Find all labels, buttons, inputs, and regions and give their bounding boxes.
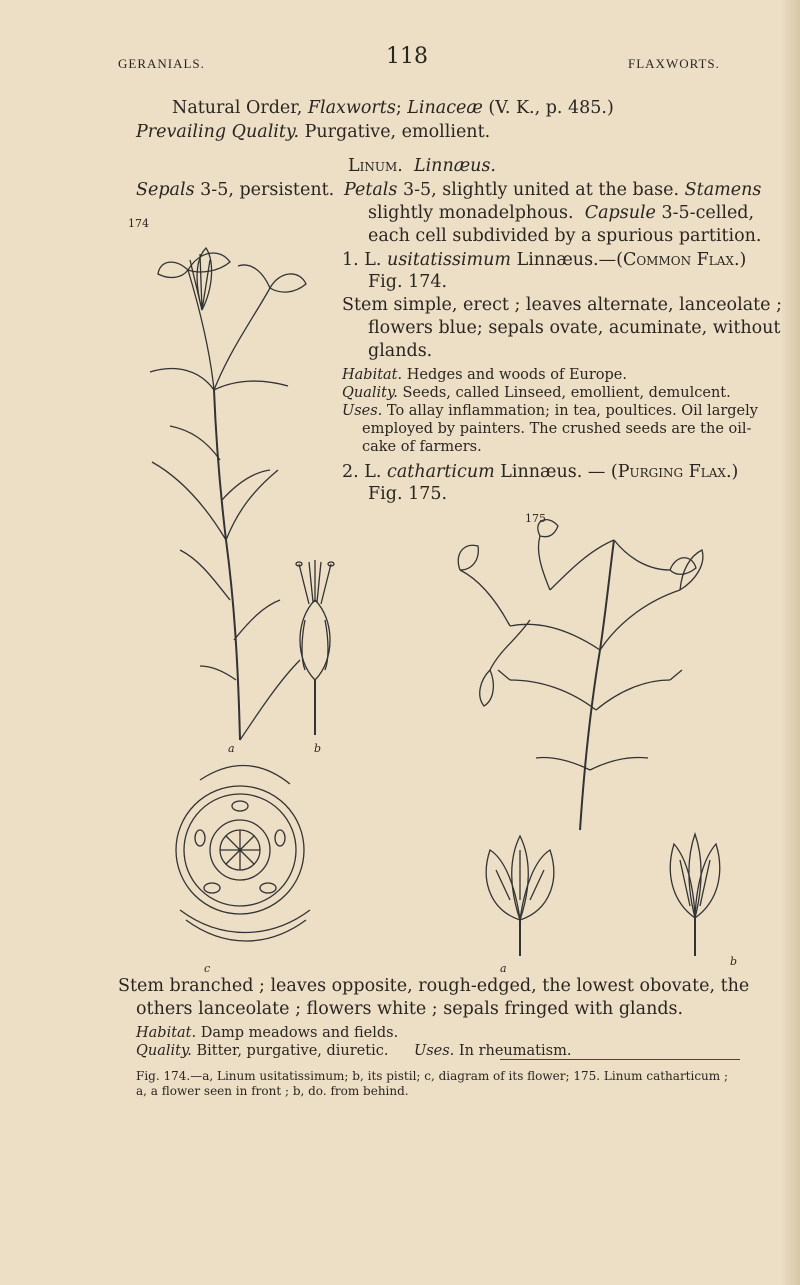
species1-desc3: glands. <box>368 341 433 361</box>
species1-title <box>342 250 746 271</box>
running-header-left: GERANIALS. <box>118 56 205 71</box>
species2-name: catharticum <box>387 462 495 482</box>
species2-authority: Linnæus. — ( <box>500 462 618 482</box>
fig174-number: 174 <box>128 217 149 230</box>
quality-label-2: Quality. <box>136 1043 192 1059</box>
species1-desc2: flowers blue; sepals ovate, acuminate, without <box>368 318 781 338</box>
habitat-text: Hedges and woods of Europe. <box>406 367 627 383</box>
genus-authority: Linnæus. <box>413 156 496 176</box>
species2-desc1: Stem branched ; leaves opposite, rough-edged, the lowest obovate, the <box>118 976 750 996</box>
capsule-text: 3-5-celled, <box>661 203 755 223</box>
species1-habitat <box>342 366 627 384</box>
fig175-label-b: b <box>730 955 738 968</box>
order-latin: Linaceæ <box>407 98 483 118</box>
species2-fig: Fig. 175. <box>368 484 448 504</box>
species2-number: 2. <box>342 462 359 482</box>
petals-label: Petals <box>344 180 398 200</box>
species1-uses3: cake of farmers. <box>362 439 482 455</box>
partition-line: each cell subdivided by a spurious partition. <box>368 226 762 246</box>
fig174-label-b: b <box>314 742 322 755</box>
stamens-line <box>368 203 754 224</box>
uses-label-2: Uses. <box>414 1043 455 1059</box>
order-gothic: Flaxworts <box>307 98 396 118</box>
species1-uses2: employed by painters. The crushed seeds are the oil- <box>362 421 752 437</box>
fig175-front-flower <box>460 830 580 960</box>
species2-desc2: others lanceolate ; flowers white ; sepals fringed with glands. <box>136 999 684 1019</box>
natural-order-line <box>172 98 614 119</box>
species1-authority: Linnæus.—( <box>516 250 623 270</box>
fig175-back-flower <box>640 830 750 960</box>
capsule-label: Capsule <box>584 203 656 223</box>
page-number: 118 <box>386 44 428 69</box>
fig175-label-a: a <box>500 962 507 975</box>
genus-name: Linum. <box>348 156 403 176</box>
species2-close: ) <box>731 462 739 482</box>
species1-desc1: Stem simple, erect ; leaves alternate, lanceolate ; <box>342 295 782 315</box>
fig174-label-c: c <box>204 962 211 975</box>
quality-text-2: Bitter, purgative, diuretic. <box>196 1043 389 1059</box>
species2-uses <box>414 1042 571 1060</box>
order-sep: ; <box>395 98 402 118</box>
species1-close: ) <box>739 250 747 270</box>
stamens-text: slightly monadelphous. <box>368 203 574 223</box>
habitat-label-2: Habitat. <box>136 1025 197 1041</box>
order-ref: (V. K., p. 485.) <box>488 98 614 118</box>
species2-quality <box>136 1042 388 1060</box>
stamens-label: Stamens <box>684 180 762 200</box>
caption-line1: Fig. 174.—a, Linum usitatissimum; b, its pistil; c, diagram of its flower; 175. Linum catharticum ; <box>136 1069 729 1083</box>
uses-label: Uses. <box>342 403 383 419</box>
petals-line <box>344 180 761 201</box>
petals-text: 3-5, slightly united at the base. <box>402 180 680 200</box>
uses-text-2: In rheumatism. <box>458 1043 572 1059</box>
species2-genus: L. <box>364 462 382 482</box>
species2-common: Purging Flax. <box>617 462 732 482</box>
quality-text: Seeds, called Linseed, emollient, demulcent. <box>402 385 731 401</box>
order-prefix: Natural Order, <box>172 98 303 118</box>
prevailing-label: Prevailing Quality. <box>136 122 300 142</box>
species1-uses1 <box>342 402 758 420</box>
caption-rule <box>500 1059 740 1060</box>
fig174-floral-diagram <box>160 760 320 960</box>
species2-habitat <box>136 1024 398 1042</box>
sepals-text: 3-5, persistent. <box>200 180 335 200</box>
habitat-label: Habitat. <box>342 367 403 383</box>
species1-name: usitatissimum <box>387 250 512 270</box>
species1-quality <box>342 384 731 402</box>
fig174-label-a: a <box>228 742 235 755</box>
species2-title <box>342 462 738 483</box>
uses-text-1: To allay inflammation; in tea, poultices. Oil largely <box>386 403 758 419</box>
species1-number: 1. <box>342 250 359 270</box>
fig175-number: 175 <box>525 512 546 525</box>
sepals-line <box>136 180 334 201</box>
species1-fig: Fig. 174. <box>368 272 448 292</box>
habitat-text-2: Damp meadows and fields. <box>200 1025 399 1041</box>
species1-common: Common Flax. <box>622 250 740 270</box>
page-edge <box>782 0 800 1285</box>
species1-genus: L. <box>364 250 382 270</box>
quality-label: Quality. <box>342 385 398 401</box>
sepals-label: Sepals <box>136 180 195 200</box>
caption-line2: a, a flower seen in front ; b, do. from behind. <box>136 1084 409 1098</box>
running-header-right: FLAXWORTS. <box>628 56 720 71</box>
fig174-pistil-illustration <box>285 560 345 740</box>
prevailing-value: Purgative, emollient. <box>304 122 491 142</box>
genus-heading <box>348 156 496 177</box>
prevailing-quality <box>136 122 490 143</box>
fig175-plant-illustration <box>420 530 720 830</box>
